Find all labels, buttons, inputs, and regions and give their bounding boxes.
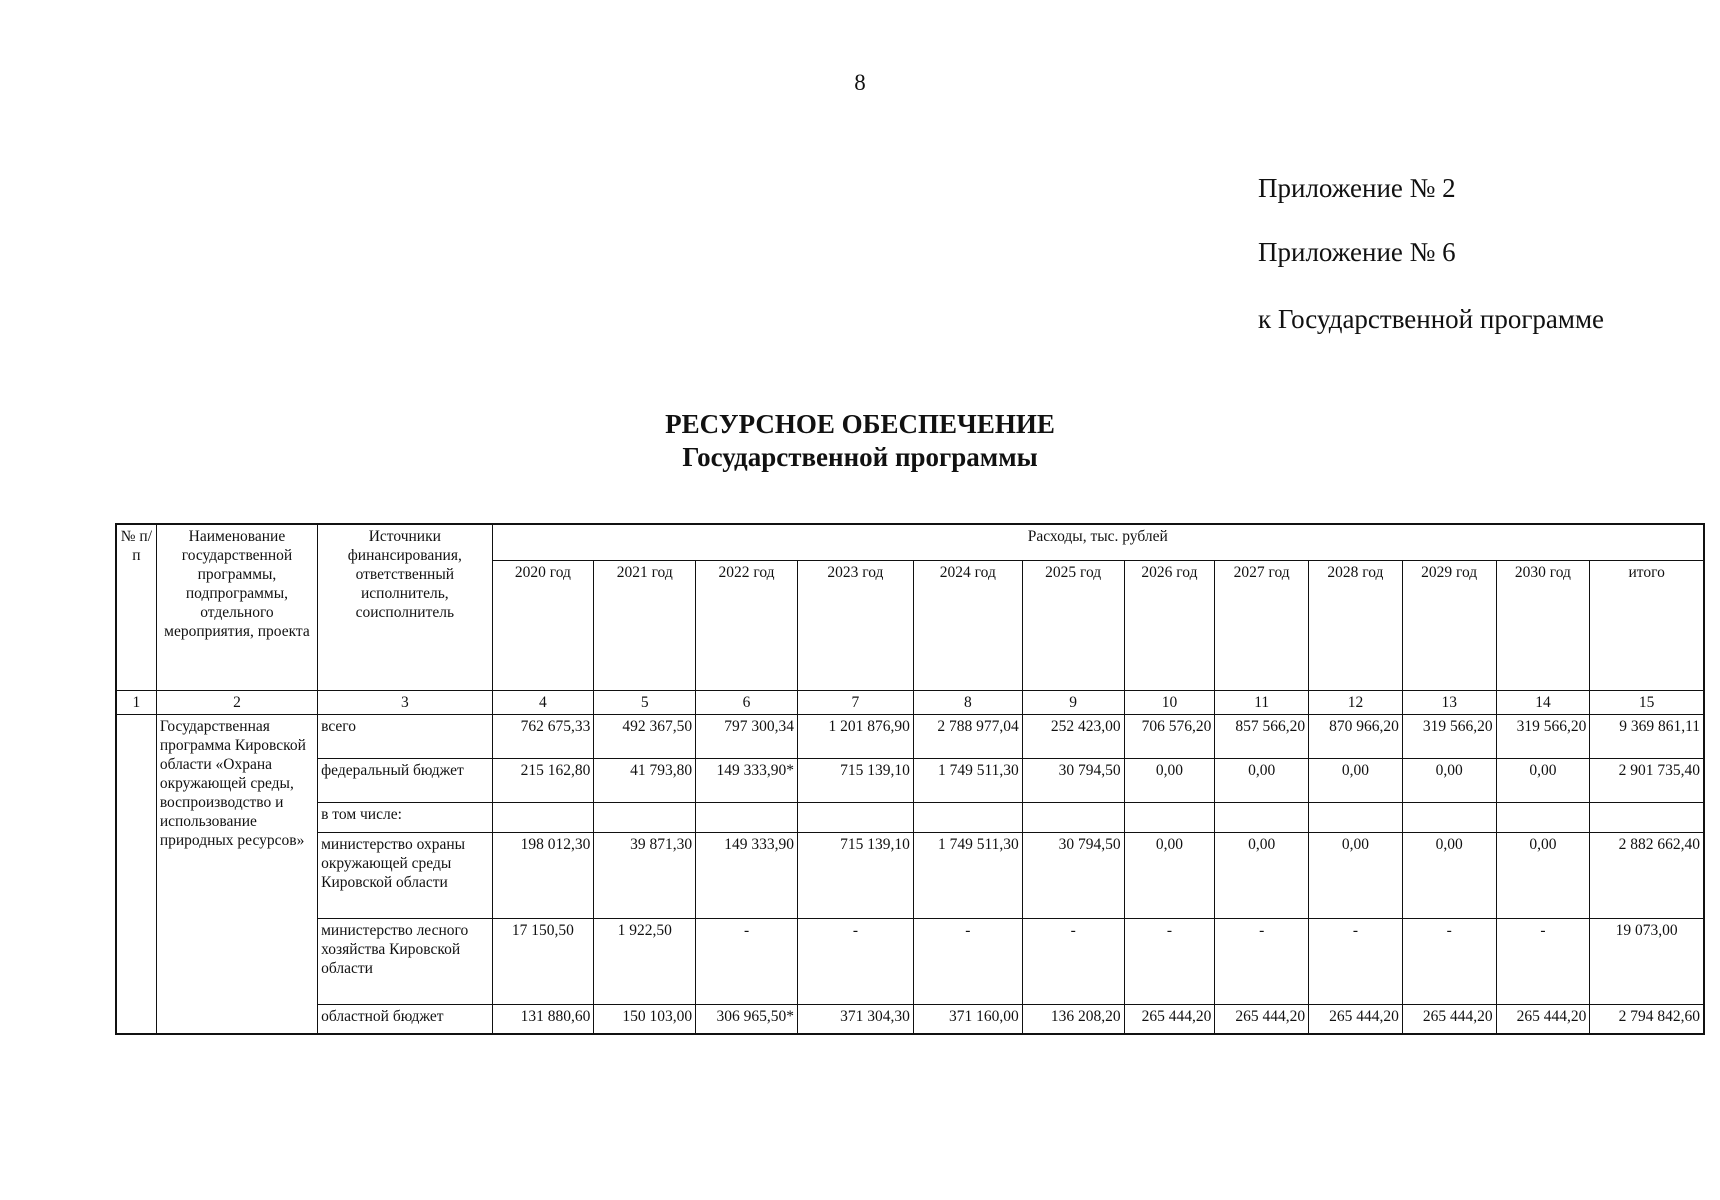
total-cell: 9 369 861,11 xyxy=(1590,714,1704,758)
appendix-line-3: к Государственной программе xyxy=(1258,304,1605,334)
value-cell: 0,00 xyxy=(1309,832,1403,918)
value-cell: 715 139,10 xyxy=(797,832,913,918)
value-cell: 136 208,20 xyxy=(1022,1004,1124,1034)
value-cell: 0,00 xyxy=(1496,758,1590,802)
value-cell: 131 880,60 xyxy=(492,1004,594,1034)
column-number-row xyxy=(116,690,1704,714)
value-cell: - xyxy=(1215,918,1309,1004)
value-cell xyxy=(1309,802,1403,832)
column-number: 14 xyxy=(1496,690,1590,714)
table-row xyxy=(116,802,1704,832)
page-number: 8 xyxy=(854,70,866,95)
value-cell: 265 444,20 xyxy=(1496,1004,1590,1034)
column-number: 13 xyxy=(1402,690,1496,714)
value-cell: 0,00 xyxy=(1124,758,1215,802)
appendix-line-1: Приложение № 2 xyxy=(1258,173,1456,203)
value-cell: - xyxy=(1022,918,1124,1004)
total-cell: 2 794 842,60 xyxy=(1590,1004,1704,1034)
value-cell: 797 300,34 xyxy=(696,714,798,758)
value-cell: 715 139,10 xyxy=(797,758,913,802)
value-cell: 252 423,00 xyxy=(1022,714,1124,758)
value-cell: 0,00 xyxy=(1496,832,1590,918)
value-cell: 198 012,30 xyxy=(492,832,594,918)
column-number: 4 xyxy=(492,690,594,714)
value-cell xyxy=(696,802,798,832)
appendix-line-2: Приложение № 6 xyxy=(1258,237,1456,267)
header-year: 2020 год xyxy=(492,560,594,690)
value-cell: 215 162,80 xyxy=(492,758,594,802)
value-cell: 2 788 977,04 xyxy=(913,714,1022,758)
column-number: 11 xyxy=(1215,690,1309,714)
value-cell: 265 444,20 xyxy=(1124,1004,1215,1034)
column-number: 2 xyxy=(156,690,317,714)
value-cell: 150 103,00 xyxy=(594,1004,696,1034)
header-year: 2021 год xyxy=(594,560,696,690)
column-number: 1 xyxy=(116,690,156,714)
header-num: № п/п xyxy=(116,524,156,690)
row-number-cell xyxy=(116,714,156,1034)
header-year: 2028 год xyxy=(1309,560,1403,690)
value-cell: 149 333,90 xyxy=(696,832,798,918)
header-source: Источники финансирования, ответственный исполнитель, соисполнитель xyxy=(318,524,492,690)
value-cell: 319 566,20 xyxy=(1496,714,1590,758)
header-year: 2024 год xyxy=(913,560,1022,690)
header-year: 2030 год xyxy=(1496,560,1590,690)
value-cell: 0,00 xyxy=(1215,832,1309,918)
value-cell: 265 444,20 xyxy=(1309,1004,1403,1034)
value-cell: 492 367,50 xyxy=(594,714,696,758)
value-cell xyxy=(492,802,594,832)
source-cell: федеральный бюджет xyxy=(318,758,492,802)
value-cell: - xyxy=(1496,918,1590,1004)
header-total: итого xyxy=(1590,560,1704,690)
column-number: 7 xyxy=(797,690,913,714)
column-number: 10 xyxy=(1124,690,1215,714)
value-cell: - xyxy=(913,918,1022,1004)
value-cell: 17 150,50 xyxy=(492,918,594,1004)
value-cell: 149 333,90* xyxy=(696,758,798,802)
value-cell: 0,00 xyxy=(1309,758,1403,802)
value-cell: - xyxy=(1309,918,1403,1004)
column-number: 15 xyxy=(1590,690,1704,714)
value-cell: 1 922,50 xyxy=(594,918,696,1004)
source-cell: областной бюджет xyxy=(318,1004,492,1034)
source-cell: министерство лесного хозяйства Кировской области xyxy=(318,918,492,1004)
header-year: 2023 год xyxy=(797,560,913,690)
column-number: 12 xyxy=(1309,690,1403,714)
value-cell: 857 566,20 xyxy=(1215,714,1309,758)
value-cell xyxy=(594,802,696,832)
table-row xyxy=(116,714,1704,758)
value-cell xyxy=(1496,802,1590,832)
header-year: 2026 год xyxy=(1124,560,1215,690)
value-cell: 39 871,30 xyxy=(594,832,696,918)
table-row xyxy=(116,758,1704,802)
value-cell: 265 444,20 xyxy=(1215,1004,1309,1034)
total-cell xyxy=(1590,802,1704,832)
value-cell: 870 966,20 xyxy=(1309,714,1403,758)
value-cell: 371 304,30 xyxy=(797,1004,913,1034)
total-cell: 2 901 735,40 xyxy=(1590,758,1704,802)
document-title xyxy=(0,408,1720,474)
header-year: 2027 год xyxy=(1215,560,1309,690)
table-row xyxy=(116,832,1704,918)
table-row xyxy=(116,1004,1704,1034)
value-cell: - xyxy=(1124,918,1215,1004)
value-cell xyxy=(1402,802,1496,832)
total-cell: 2 882 662,40 xyxy=(1590,832,1704,918)
header-year: 2022 год xyxy=(696,560,798,690)
column-number: 8 xyxy=(913,690,1022,714)
value-cell xyxy=(1215,802,1309,832)
value-cell: 1 749 511,30 xyxy=(913,832,1022,918)
total-cell: 19 073,00 xyxy=(1590,918,1704,1004)
header-name: Наименование государственной программы, подпрограммы, отдельного мероприятия, проекта xyxy=(156,524,317,690)
value-cell: 706 576,20 xyxy=(1124,714,1215,758)
header-expenses: Расходы, тыс. рублей xyxy=(492,524,1704,560)
title-line-2: Государственной программы xyxy=(682,442,1038,472)
value-cell: 30 794,50 xyxy=(1022,832,1124,918)
value-cell: 306 965,50* xyxy=(696,1004,798,1034)
program-name: Государственная программа Кировской области «Охрана окружающей среды, воспроизводство и использование природных ресурсов» xyxy=(156,714,317,1034)
title-line-1: РЕСУРСНОЕ ОБЕСПЕЧЕНИЕ xyxy=(665,409,1055,439)
resource-table xyxy=(115,523,1705,1035)
value-cell: 319 566,20 xyxy=(1402,714,1496,758)
value-cell: 371 160,00 xyxy=(913,1004,1022,1034)
header-year: 2025 год xyxy=(1022,560,1124,690)
value-cell: - xyxy=(696,918,798,1004)
value-cell: 0,00 xyxy=(1402,832,1496,918)
source-cell: всего xyxy=(318,714,492,758)
value-cell: 1 201 876,90 xyxy=(797,714,913,758)
value-cell: 0,00 xyxy=(1215,758,1309,802)
value-cell xyxy=(1124,802,1215,832)
value-cell xyxy=(797,802,913,832)
value-cell: - xyxy=(1402,918,1496,1004)
source-cell: в том числе: xyxy=(318,802,492,832)
value-cell: 30 794,50 xyxy=(1022,758,1124,802)
value-cell: - xyxy=(797,918,913,1004)
value-cell xyxy=(1022,802,1124,832)
column-number: 3 xyxy=(318,690,492,714)
value-cell: 0,00 xyxy=(1402,758,1496,802)
value-cell: 41 793,80 xyxy=(594,758,696,802)
value-cell: 0,00 xyxy=(1124,832,1215,918)
table-row xyxy=(116,918,1704,1004)
header-year: 2029 год xyxy=(1402,560,1496,690)
column-number: 6 xyxy=(696,690,798,714)
value-cell: 265 444,20 xyxy=(1402,1004,1496,1034)
value-cell xyxy=(913,802,1022,832)
source-cell: министерство охраны окружающей среды Кировской области xyxy=(318,832,492,918)
column-number: 9 xyxy=(1022,690,1124,714)
value-cell: 1 749 511,30 xyxy=(913,758,1022,802)
column-number: 5 xyxy=(594,690,696,714)
value-cell: 762 675,33 xyxy=(492,714,594,758)
